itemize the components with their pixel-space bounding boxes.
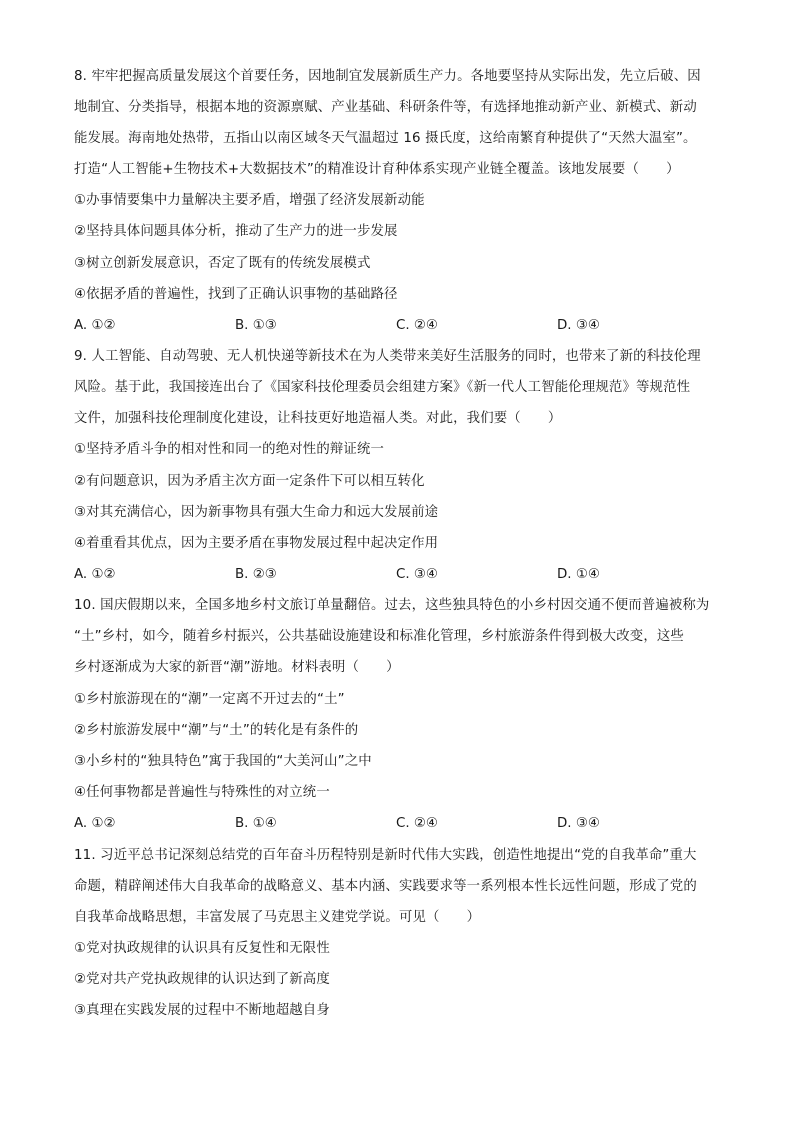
q8-option-a: A. ①② <box>74 318 116 333</box>
q8-statement-3: ③树立创新发展意识，否定了既有的传统发展模式 <box>74 256 371 271</box>
q11-stem-line-3: 自我革命战略思想，丰富发展了马克思主义建党学说。可见（ ） <box>74 910 481 925</box>
q10-statement-2: ②乡村旅游发展中“潮”与“土”的转化是有条件的 <box>74 723 359 738</box>
q10-stem-line-2: “土”乡村，如今，随着乡村振兴，公共基础设施建设和标准化管理，乡村旅游条件得到极大改变，这些 <box>74 629 684 644</box>
q8-statement-4: ④依据矛盾的普遍性，找到了正确认识事物的基础路径 <box>74 287 398 302</box>
q11-statement-3: ③真理在实践发展的过程中不断地超越自身 <box>74 1003 330 1018</box>
q8-option-c: C. ②④ <box>396 318 438 333</box>
q9-stem-line-1: 9. 人工智能、自动驾驶、无人机快递等新技术在为人类带来美好生活服务的同时，也带来了新的科技伦理 <box>74 349 701 364</box>
q10-option-b: B. ①④ <box>235 816 277 831</box>
q8-options <box>74 316 724 336</box>
q11-stem-line-1: 11. 习近平总书记深刻总结党的百年奋斗历程特别是新时代伟大实践，创造性地提出“党的自我革命”重大 <box>74 848 697 863</box>
q11-statement-2: ②党对共产党执政规律的认识达到了新高度 <box>74 972 330 987</box>
q10-option-a: A. ①② <box>74 816 116 831</box>
q9-statement-2: ②有问题意识，因为矛盾主次方面一定条件下可以相互转化 <box>74 474 425 489</box>
q8-option-b: B. ①③ <box>235 318 277 333</box>
q9-options <box>74 565 724 585</box>
q10-option-c: C. ②④ <box>396 816 438 831</box>
q9-stem-line-2: 风险。基于此，我国接连出台了《国家科技伦理委员会组建方案》《新一代人工智能伦理规范》等规范性 <box>74 380 691 395</box>
q10-stem-line-3: 乡村逐渐成为大家的新晋“潮”游地。材料表明（ ） <box>74 660 400 675</box>
q9-option-d: D. ①④ <box>557 567 600 582</box>
q10-statement-3: ③小乡村的“独具特色”寓于我国的“大美河山”之中 <box>74 754 372 769</box>
q9-option-b: B. ②③ <box>235 567 277 582</box>
q9-statement-4: ④着重看其优点，因为主要矛盾在事物发展过程中起决定作用 <box>74 536 439 551</box>
q8-stem-line-2: 地制宜、分类指导，根据本地的资源禀赋、产业基础、科研条件等，有选择地推动新产业、新模式、新动 <box>74 100 697 115</box>
q9-option-c: C. ③④ <box>396 567 438 582</box>
q8-statement-2: ②坚持具体问题具体分析，推动了生产力的进一步发展 <box>74 224 398 239</box>
q10-stem-line-1: 10. 国庆假期以来，全国多地乡村文旅订单量翻倍。过去，这些独具特色的小乡村因交通不便而普遍被称为 <box>74 598 710 613</box>
q10-statement-1: ①乡村旅游现在的“潮”一定离不开过去的“土” <box>74 692 345 707</box>
q8-stem-line-4: 打造“人工智能+生物技术+大数据技术”的精准设计育种体系实现产业链全覆盖。该地发展要（ ） <box>74 162 680 177</box>
q11-stem-line-2: 命题，精辟阐述伟大自我革命的战略意义、基本内涵、实践要求等一系列根本性长远性问题，形成了党的 <box>74 879 697 894</box>
q10-statement-4: ④任何事物都是普遍性与特殊性的对立统一 <box>74 785 330 800</box>
q8-stem-line-1: 8. 牢牢把握高质量发展这个首要任务，因地制宜发展新质生产力。各地要坚持从实际出发，先立后破、因 <box>74 69 701 84</box>
q9-statement-3: ③对其充满信心，因为新事物具有强大生命力和远大发展前途 <box>74 505 439 520</box>
q8-statement-1: ①办事情要集中力量解决主要矛盾，增强了经济发展新动能 <box>74 193 425 208</box>
q8-option-d: D. ③④ <box>557 318 600 333</box>
q11-statement-1: ①党对执政规律的认识具有反复性和无限性 <box>74 941 330 956</box>
q9-stem-line-3: 文件，加强科技伦理制度化建设，让科技更好地造福人类。对此，我们要（ ） <box>74 411 562 426</box>
q9-statement-1: ①坚持矛盾斗争的相对性和同一的绝对性的辩证统一 <box>74 442 385 457</box>
q8-stem-line-3: 能发展。海南地处热带，五指山以南区域冬天气温超过 16 摄氏度，这给南繁育种提供了“天然大温室”。 <box>74 131 697 146</box>
q10-option-d: D. ③④ <box>557 816 600 831</box>
q10-options <box>74 814 724 834</box>
q9-option-a: A. ①② <box>74 567 116 582</box>
